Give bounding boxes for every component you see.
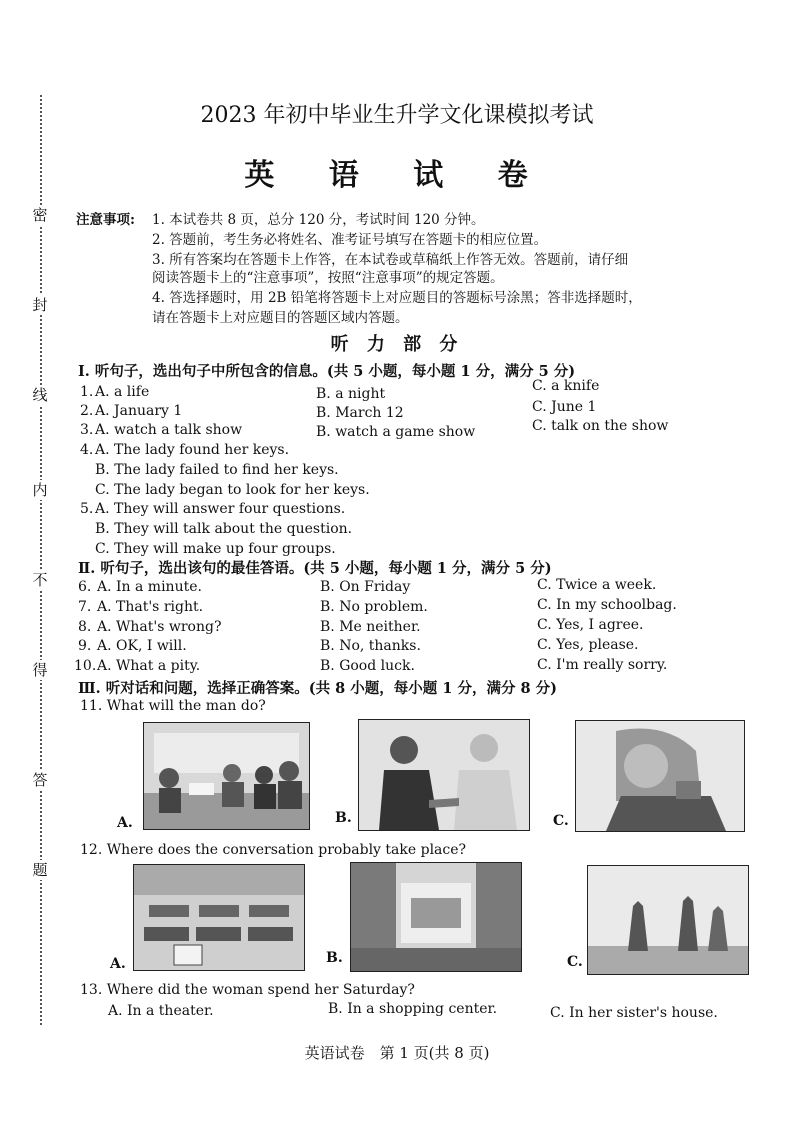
seal-char: 题 [26, 860, 54, 880]
question-text: 11. What will the man do? [80, 698, 266, 714]
part3-heading: Ⅲ. 听对话和问题，选择正确答案。(共 8 小题，每小题 1 分，满分 8 分) [78, 680, 558, 697]
part2-heading: Ⅱ. 听句子，选出该句的最佳答语。(共 5 小题，每小题 1 分，满分 5 分) [78, 560, 552, 577]
question-number: 1. [80, 384, 94, 400]
notice-line: 请在答题卡上对应题目的答题区域内答题。 [152, 310, 409, 326]
option-c: C. I'm really sorry. [537, 657, 668, 673]
notice-line: 4. 答选择题时，用 2B 铅笔将答题卡上对应题目的答题标号涂黑；答非选择题时， [152, 290, 642, 306]
option-a: A. January 1 [95, 403, 183, 419]
option-c: C. In her sister's house. [550, 1005, 718, 1021]
paper-subtitle: 英 语 试 卷 [244, 158, 550, 193]
seal-char: 密 [26, 205, 54, 225]
option-a: A. That's right. [97, 599, 204, 615]
option-a: A. In a theater. [108, 1003, 214, 1019]
seal-dotted-line [40, 95, 42, 1025]
option-c: C. In my schoolbag. [537, 597, 677, 613]
picture-handshake [358, 719, 530, 831]
seal-char: 封 [26, 295, 54, 315]
seal-line [34, 95, 48, 1025]
seal-char: 得 [26, 660, 54, 680]
option-b: B. Good luck. [320, 658, 415, 674]
picture-label: B. [326, 950, 343, 966]
notice-line: 阅读答题卡上的“注意事项”，按照“注意事项”的规定答题。 [152, 270, 504, 286]
option-a: A. OK, I will. [97, 638, 187, 654]
notice-line: 3. 所有答案均在答题卡上作答，在本试卷或草稿纸上作答无效。答题前，请仔细 [152, 252, 629, 268]
question-number: 5. [80, 501, 94, 517]
exam-title: 2023 年初中毕业生升学文化课模拟考试 [200, 103, 594, 128]
question-number: 3. [80, 422, 94, 438]
option-a: A. In a minute. [97, 579, 202, 595]
picture-classroom [133, 864, 305, 971]
option-b: B. No, thanks. [320, 638, 421, 654]
picture-label: A. [117, 815, 133, 831]
question-number: 10. [74, 658, 97, 674]
picture-library [350, 862, 522, 972]
option-c: C. The lady began to look for her keys. [95, 482, 370, 498]
question-number: 9. [78, 638, 92, 654]
notice-line: 1. 本试卷共 8 页，总分 120 分，考试时间 120 分钟。 [152, 212, 485, 228]
picture-elderly-man [575, 720, 745, 832]
question-number: 8. [78, 619, 92, 635]
option-b: B. Me neither. [320, 619, 421, 635]
seal-char: 不 [26, 570, 54, 590]
option-c: C. Yes, I agree. [537, 617, 644, 633]
option-c: C. Twice a week. [537, 577, 657, 593]
page-footer: 英语试卷 第 1 页(共 8 页) [304, 1044, 490, 1062]
question-number: 4. [80, 442, 94, 458]
picture-zoo [587, 865, 749, 975]
option-a: A. What a pity. [97, 658, 201, 674]
option-b: B. March 12 [316, 405, 404, 421]
option-a: A. watch a talk show [95, 422, 243, 438]
option-a: A. The lady found her keys. [95, 442, 290, 458]
question-text: 12. Where does the conversation probably take place? [80, 842, 467, 858]
option-b: B. a night [316, 386, 386, 402]
question-text: 13. Where did the woman spend her Saturday? [80, 982, 415, 998]
option-c: C. talk on the show [532, 418, 669, 434]
option-c: C. Yes, please. [537, 637, 639, 653]
option-b: B. They will talk about the question. [95, 521, 353, 537]
section-title: 听 力 部 分 [330, 334, 464, 355]
seal-char: 线 [26, 385, 54, 405]
picture-label: B. [335, 810, 352, 826]
notice-label: 注意事项: [76, 212, 135, 228]
option-b: B. No problem. [320, 599, 428, 615]
option-a: A. a life [95, 384, 150, 400]
seal-char: 答 [26, 770, 54, 790]
part1-heading: Ⅰ. 听句子，选出句子中所包含的信息。(共 5 小题，每小题 1 分，满分 5 分) [78, 363, 576, 380]
picture-label: A. [110, 956, 126, 972]
seal-char: 内 [26, 480, 54, 500]
option-a: A. They will answer four questions. [95, 501, 346, 517]
option-b: B. On Friday [320, 579, 411, 595]
notice-line: 2. 答题前，考生务必将姓名、准考证号填写在答题卡的相应位置。 [152, 232, 548, 248]
picture-label: C. [567, 954, 583, 970]
option-b: B. In a shopping center. [328, 1001, 498, 1017]
option-a: A. What's wrong? [97, 619, 222, 635]
option-c: C. a knife [532, 378, 600, 394]
picture-label: C. [553, 813, 569, 829]
option-b: B. watch a game show [316, 424, 476, 440]
option-b: B. The lady failed to find her keys. [95, 462, 339, 478]
question-number: 6. [78, 579, 92, 595]
question-number: 2. [80, 403, 94, 419]
picture-meeting [143, 722, 310, 830]
question-number: 7. [78, 599, 92, 615]
option-c: C. June 1 [532, 399, 597, 415]
option-c: C. They will make up four groups. [95, 541, 336, 557]
